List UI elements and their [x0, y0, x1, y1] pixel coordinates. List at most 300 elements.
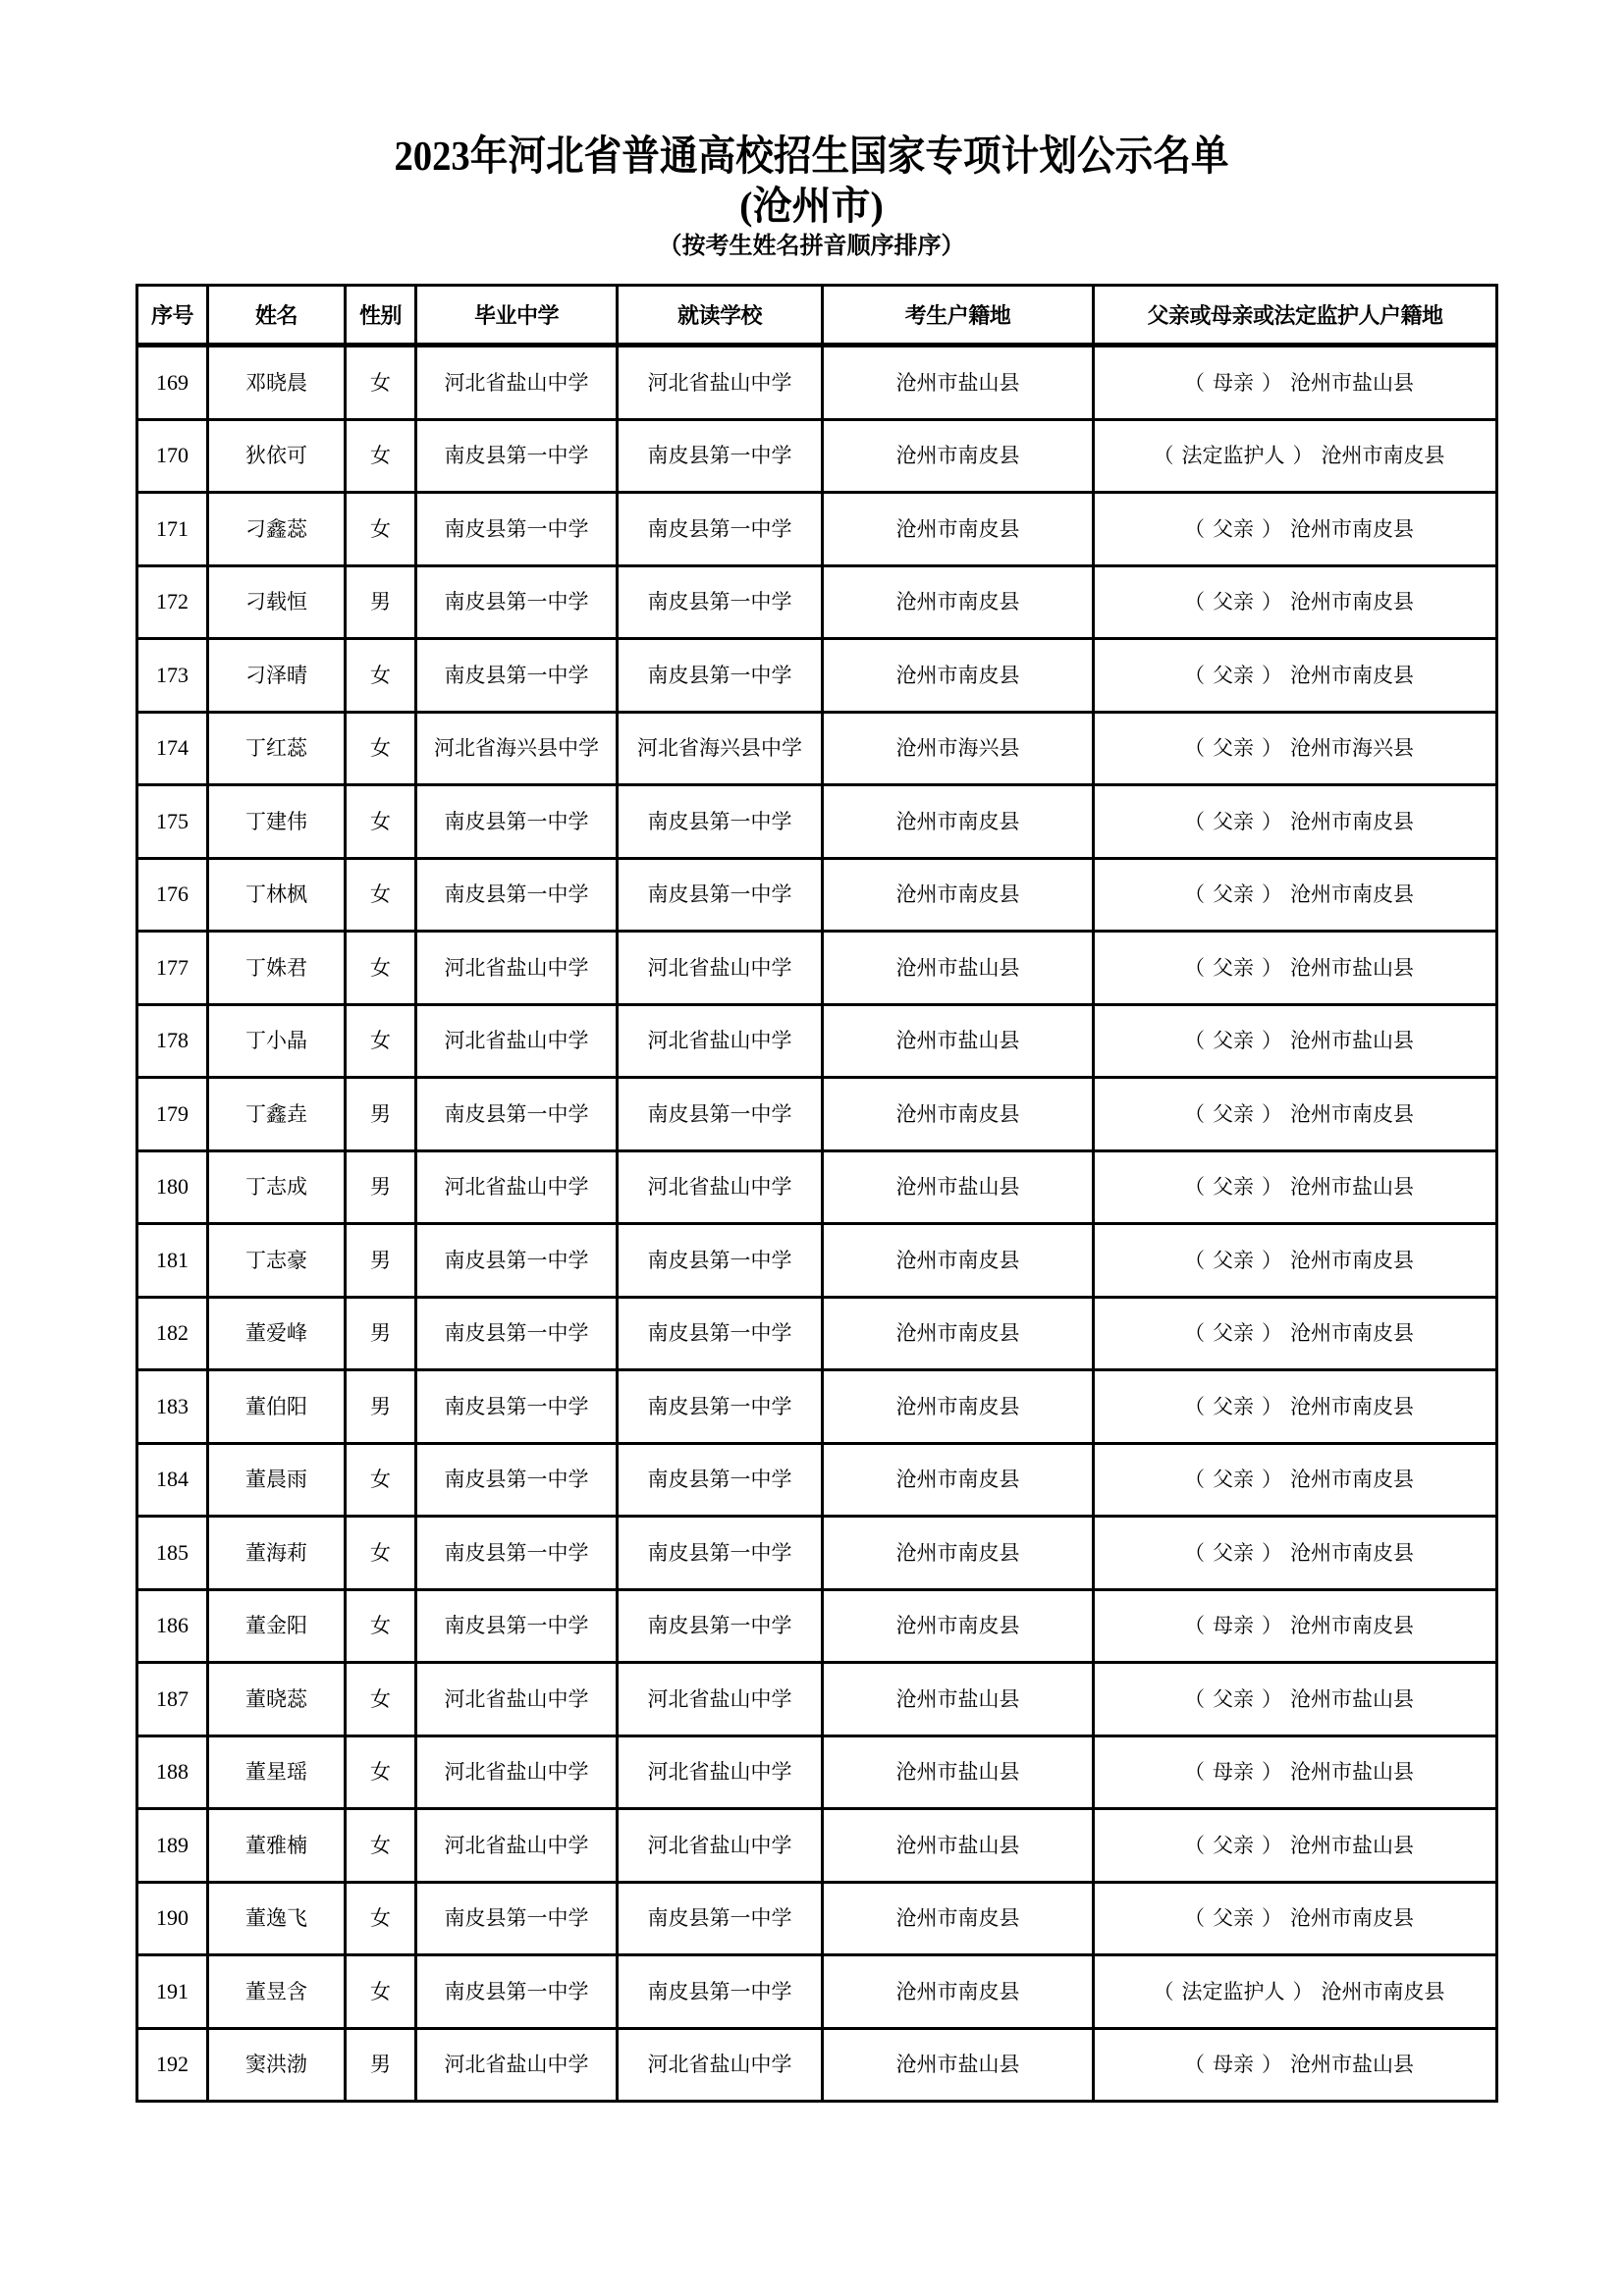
paren-close: ）: [1262, 1614, 1282, 1638]
cell-student-hukou: 沧州市南皮县: [823, 1443, 1094, 1517]
cell-guardian-hukou: [1094, 1955, 1497, 2029]
paren-close: ）: [1262, 1686, 1282, 1711]
cell-gender: 女: [346, 1589, 416, 1663]
table-row: [137, 639, 1497, 713]
cell-graduation-school-text: 河北省盐山中学: [444, 955, 589, 980]
cell-gender: 女: [346, 1735, 416, 1809]
guardian-relation: 父亲: [1213, 1321, 1254, 1346]
cell-graduation-school: [416, 1443, 618, 1517]
paren-close: ）: [1262, 1101, 1282, 1126]
cell-guardian-hukou: [1094, 785, 1497, 859]
cell-graduation-school-text: 南皮县第一中学: [444, 590, 589, 614]
cell-gender: 女: [346, 493, 416, 566]
cell-guardian-hukou: [1094, 565, 1497, 639]
cell-student-hukou: 沧州市盐山县: [823, 1809, 1094, 1883]
guardian-relation: 母亲: [1213, 1614, 1254, 1638]
document-subtitle: （按考生姓名拼音顺序排序）: [658, 232, 965, 259]
cell-graduation-school: [416, 1809, 618, 1883]
cell-no: 185: [137, 1517, 208, 1590]
guardian-relation: 父亲: [1213, 1833, 1254, 1857]
cell-gender: 女: [346, 785, 416, 859]
table-row: [137, 1297, 1497, 1370]
cell-current-school-text: 南皮县第一中学: [647, 809, 792, 833]
cell-gender: 男: [346, 1297, 416, 1370]
cell-graduation-school-text: 南皮县第一中学: [444, 444, 589, 468]
guardian-location: 沧州市南皮县: [1290, 1321, 1414, 1346]
cell-student-hukou: 沧州市盐山县: [823, 1150, 1094, 1224]
document-city: (沧州市): [739, 184, 884, 228]
header-name: 姓名: [208, 286, 346, 346]
cell-graduation-school: [416, 1663, 618, 1736]
guardian-relation: 父亲: [1213, 1468, 1254, 1492]
guardian-relation: 法定监护人: [1181, 444, 1285, 468]
cell-no: 172: [137, 565, 208, 639]
cell-no: 187: [137, 1663, 208, 1736]
guardian-relation: 父亲: [1213, 1540, 1254, 1565]
cell-student-hukou: 沧州市南皮县: [823, 1078, 1094, 1151]
cell-graduation-school: [416, 639, 618, 713]
paren-open: （: [1184, 1686, 1205, 1711]
cell-graduation-school-text: 南皮县第一中学: [444, 1614, 589, 1638]
cell-name: 刁泽晴: [208, 639, 346, 713]
cell-guardian-hukou: [1094, 2028, 1497, 2102]
cell-current-school: [618, 2028, 823, 2102]
cell-graduation-school-text: 河北省盐山中学: [444, 1833, 589, 1857]
cell-current-school-text: 南皮县第一中学: [647, 882, 792, 907]
paren-close: ）: [1262, 1029, 1282, 1053]
guardian-relation: 母亲: [1213, 1760, 1254, 1785]
cell-current-school-text: 南皮县第一中学: [647, 1468, 792, 1492]
cell-gender: 男: [346, 565, 416, 639]
paren-close: ）: [1262, 516, 1282, 541]
cell-student-hukou: 沧州市盐山县: [823, 346, 1094, 420]
guardian-relation: 母亲: [1213, 370, 1254, 395]
cell-current-school: [618, 1443, 823, 1517]
guardian-relation: 父亲: [1213, 1686, 1254, 1711]
cell-graduation-school-text: 南皮县第一中学: [444, 1468, 589, 1492]
header-graduation-school: 毕业中学: [416, 286, 618, 346]
cell-current-school-text: 河北省海兴县中学: [637, 736, 802, 761]
table-row: [137, 2028, 1497, 2102]
paren-close: ）: [1262, 882, 1282, 907]
table-row: [137, 1517, 1497, 1590]
cell-student-hukou: 沧州市南皮县: [823, 565, 1094, 639]
cell-name: 丁红蕊: [208, 712, 346, 785]
table-row: [137, 1443, 1497, 1517]
cell-guardian-hukou: [1094, 346, 1497, 420]
cell-gender: 女: [346, 1663, 416, 1736]
cell-guardian-hukou: [1094, 712, 1497, 785]
cell-current-school: [618, 1589, 823, 1663]
paren-open: （: [1184, 1101, 1205, 1126]
cell-guardian-hukou: [1094, 639, 1497, 713]
table-row: [137, 932, 1497, 1005]
cell-current-school-text: 南皮县第一中学: [647, 1540, 792, 1565]
cell-current-school: [618, 1735, 823, 1809]
cell-no: 184: [137, 1443, 208, 1517]
cell-current-school-text: 南皮县第一中学: [647, 1101, 792, 1126]
paren-open: （: [1184, 2053, 1205, 2077]
cell-gender: 男: [346, 1370, 416, 1444]
paren-close: ）: [1262, 736, 1282, 761]
cell-no: 170: [137, 419, 208, 493]
cell-no: 182: [137, 1297, 208, 1370]
cell-current-school: [618, 932, 823, 1005]
cell-graduation-school-text: 河北省盐山中学: [444, 1175, 589, 1200]
table-row: [137, 1955, 1497, 2029]
guardian-relation: 法定监护人: [1181, 1979, 1285, 2003]
cell-current-school: [618, 419, 823, 493]
cell-gender: 女: [346, 712, 416, 785]
paren-open: （: [1184, 809, 1205, 833]
header-current-school: 就读学校: [618, 286, 823, 346]
cell-gender: 女: [346, 1517, 416, 1590]
table-header-row: [137, 286, 1497, 346]
cell-name: 董爱峰: [208, 1297, 346, 1370]
cell-gender: 女: [346, 419, 416, 493]
cell-name: 丁林枫: [208, 858, 346, 932]
cell-student-hukou: 沧州市南皮县: [823, 858, 1094, 932]
cell-current-school: [618, 565, 823, 639]
table-row: [137, 565, 1497, 639]
cell-current-school: [618, 712, 823, 785]
cell-current-school: [618, 1297, 823, 1370]
cell-gender: 女: [346, 1004, 416, 1078]
paren-open: （: [1184, 1394, 1205, 1418]
paren-open: （: [1184, 1906, 1205, 1931]
cell-student-hukou: 沧州市南皮县: [823, 785, 1094, 859]
cell-student-hukou: 沧州市盐山县: [823, 2028, 1094, 2102]
cell-graduation-school: [416, 1955, 618, 2029]
guardian-location: 沧州市盐山县: [1290, 1760, 1414, 1785]
paren-close: ）: [1262, 1468, 1282, 1492]
cell-current-school: [618, 1882, 823, 1955]
cell-no: 174: [137, 712, 208, 785]
cell-graduation-school-text: 河北省盐山中学: [444, 370, 589, 395]
guardian-location: 沧州市南皮县: [1290, 1614, 1414, 1638]
cell-student-hukou: 沧州市南皮县: [823, 493, 1094, 566]
cell-name: 刁载恒: [208, 565, 346, 639]
cell-student-hukou: 沧州市盐山县: [823, 1004, 1094, 1078]
cell-current-school: [618, 1517, 823, 1590]
cell-graduation-school-text: 南皮县第一中学: [444, 1540, 589, 1565]
cell-current-school-text: 河北省盐山中学: [647, 370, 792, 395]
cell-no: 177: [137, 932, 208, 1005]
cell-graduation-school-text: 河北省盐山中学: [444, 1686, 589, 1711]
guardian-location: 沧州市南皮县: [1321, 1979, 1445, 2003]
cell-graduation-school-text: 河北省盐山中学: [444, 1760, 589, 1785]
cell-no: 181: [137, 1224, 208, 1298]
cell-current-school-text: 南皮县第一中学: [647, 1614, 792, 1638]
paren-open: （: [1184, 955, 1205, 980]
guardian-location: 沧州市盐山县: [1290, 1175, 1414, 1200]
paren-open: （: [1153, 1979, 1174, 2003]
cell-student-hukou: 沧州市海兴县: [823, 712, 1094, 785]
cell-current-school-text: 南皮县第一中学: [647, 590, 792, 614]
header-no: 序号: [137, 286, 208, 346]
cell-gender: 男: [346, 1224, 416, 1298]
cell-current-school: [618, 493, 823, 566]
guardian-location: 沧州市南皮县: [1290, 1248, 1414, 1272]
cell-gender: 女: [346, 1809, 416, 1883]
cell-graduation-school: [416, 419, 618, 493]
cell-graduation-school: [416, 565, 618, 639]
guardian-location: 沧州市盐山县: [1290, 955, 1414, 980]
guardian-location: 沧州市南皮县: [1290, 590, 1414, 614]
paren-close: ）: [1262, 1540, 1282, 1565]
paren-open: （: [1184, 1540, 1205, 1565]
cell-name: 丁小晶: [208, 1004, 346, 1078]
table-row: [137, 1735, 1497, 1809]
cell-graduation-school: [416, 2028, 618, 2102]
table-row: [137, 1370, 1497, 1444]
cell-current-school: [618, 346, 823, 420]
roster-table: [135, 284, 1498, 2103]
cell-name: 董晓蕊: [208, 1663, 346, 1736]
cell-name: 丁鑫垚: [208, 1078, 346, 1151]
cell-student-hukou: 沧州市南皮县: [823, 419, 1094, 493]
paren-open: （: [1184, 882, 1205, 907]
cell-graduation-school: [416, 1735, 618, 1809]
guardian-relation: 父亲: [1213, 1175, 1254, 1200]
cell-graduation-school: [416, 493, 618, 566]
cell-guardian-hukou: [1094, 1589, 1497, 1663]
cell-name: 丁建伟: [208, 785, 346, 859]
cell-gender: 男: [346, 2028, 416, 2102]
cell-no: 183: [137, 1370, 208, 1444]
cell-student-hukou: 沧州市盐山县: [823, 1663, 1094, 1736]
cell-student-hukou: 沧州市南皮县: [823, 1955, 1094, 2029]
guardian-relation: 父亲: [1213, 1906, 1254, 1931]
cell-current-school: [618, 785, 823, 859]
paren-open: （: [1184, 1321, 1205, 1346]
guardian-location: 沧州市海兴县: [1290, 736, 1414, 761]
cell-guardian-hukou: [1094, 932, 1497, 1005]
table-row: [137, 1078, 1497, 1151]
cell-student-hukou: 沧州市南皮县: [823, 639, 1094, 713]
paren-close: ）: [1262, 1760, 1282, 1785]
guardian-location: 沧州市盐山县: [1290, 2053, 1414, 2077]
cell-name: 丁志豪: [208, 1224, 346, 1298]
paren-open: （: [1184, 1833, 1205, 1857]
cell-name: 董雅楠: [208, 1809, 346, 1883]
paren-close: ）: [1262, 1833, 1282, 1857]
cell-guardian-hukou: [1094, 858, 1497, 932]
table-row: [137, 1224, 1497, 1298]
cell-current-school: [618, 1224, 823, 1298]
cell-graduation-school: [416, 932, 618, 1005]
cell-guardian-hukou: [1094, 1370, 1497, 1444]
paren-close: ）: [1292, 444, 1314, 468]
paren-close: ）: [1262, 1248, 1282, 1272]
cell-no: 176: [137, 858, 208, 932]
cell-no: 179: [137, 1078, 208, 1151]
guardian-location: 沧州市盐山县: [1290, 370, 1414, 395]
guardian-location: 沧州市南皮县: [1290, 809, 1414, 833]
guardian-location: 沧州市盐山县: [1290, 1686, 1414, 1711]
paren-open: （: [1184, 736, 1205, 761]
table-row: [137, 712, 1497, 785]
cell-current-school-text: 河北省盐山中学: [647, 1833, 792, 1857]
cell-graduation-school: [416, 1078, 618, 1151]
cell-name: 邓晓晨: [208, 346, 346, 420]
paren-open: （: [1184, 370, 1205, 395]
cell-no: 175: [137, 785, 208, 859]
cell-current-school: [618, 1809, 823, 1883]
cell-name: 窦洪渤: [208, 2028, 346, 2102]
cell-student-hukou: 沧州市南皮县: [823, 1224, 1094, 1298]
cell-gender: 女: [346, 858, 416, 932]
guardian-relation: 父亲: [1213, 955, 1254, 980]
cell-current-school-text: 南皮县第一中学: [647, 1394, 792, 1418]
header-student-hukou: 考生户籍地: [823, 286, 1094, 346]
paren-open: （: [1184, 516, 1205, 541]
guardian-location: 沧州市盐山县: [1290, 1029, 1414, 1053]
paren-close: ）: [1292, 1979, 1314, 2003]
table-row: [137, 1882, 1497, 1955]
cell-graduation-school-text: 河北省盐山中学: [444, 2053, 589, 2077]
cell-gender: 女: [346, 1955, 416, 2029]
guardian-location: 沧州市南皮县: [1290, 516, 1414, 541]
cell-gender: 女: [346, 1882, 416, 1955]
cell-name: 董伯阳: [208, 1370, 346, 1444]
cell-guardian-hukou: [1094, 1004, 1497, 1078]
document-title: 2023年河北省普通高校招生国家专项计划公示名单: [394, 134, 1229, 180]
cell-current-school-text: 南皮县第一中学: [647, 516, 792, 541]
cell-gender: 男: [346, 1150, 416, 1224]
paren-close: ）: [1262, 663, 1282, 687]
cell-current-school-text: 南皮县第一中学: [647, 1979, 792, 2003]
cell-graduation-school: [416, 1370, 618, 1444]
cell-graduation-school-text: 河北省盐山中学: [444, 1029, 589, 1053]
cell-no: 188: [137, 1735, 208, 1809]
cell-current-school: [618, 1955, 823, 2029]
cell-no: 169: [137, 346, 208, 420]
guardian-location: 沧州市盐山县: [1290, 1833, 1414, 1857]
cell-graduation-school-text: 南皮县第一中学: [444, 1248, 589, 1272]
cell-student-hukou: 沧州市南皮县: [823, 1517, 1094, 1590]
cell-no: 171: [137, 493, 208, 566]
cell-no: 189: [137, 1809, 208, 1883]
guardian-location: 沧州市南皮县: [1290, 1101, 1414, 1126]
cell-name: 丁姝君: [208, 932, 346, 1005]
cell-name: 董海莉: [208, 1517, 346, 1590]
cell-name: 刁鑫蕊: [208, 493, 346, 566]
cell-current-school-text: 河北省盐山中学: [647, 1029, 792, 1053]
cell-current-school: [618, 1078, 823, 1151]
cell-no: 173: [137, 639, 208, 713]
cell-current-school-text: 南皮县第一中学: [647, 1906, 792, 1931]
cell-graduation-school: [416, 785, 618, 859]
cell-no: 186: [137, 1589, 208, 1663]
cell-student-hukou: 沧州市南皮县: [823, 1297, 1094, 1370]
guardian-relation: 母亲: [1213, 2053, 1254, 2077]
cell-graduation-school-text: 南皮县第一中学: [444, 1101, 589, 1126]
cell-graduation-school: [416, 712, 618, 785]
cell-student-hukou: 沧州市南皮县: [823, 1882, 1094, 1955]
paren-close: ）: [1262, 1175, 1282, 1200]
paren-close: ）: [1262, 2053, 1282, 2077]
cell-gender: 女: [346, 346, 416, 420]
guardian-relation: 父亲: [1213, 1101, 1254, 1126]
table-row: [137, 785, 1497, 859]
cell-guardian-hukou: [1094, 1150, 1497, 1224]
guardian-relation: 父亲: [1213, 882, 1254, 907]
cell-guardian-hukou: [1094, 1443, 1497, 1517]
guardian-relation: 父亲: [1213, 590, 1254, 614]
cell-guardian-hukou: [1094, 493, 1497, 566]
cell-name: 董昱含: [208, 1955, 346, 2029]
guardian-location: 沧州市南皮县: [1290, 663, 1414, 687]
guardian-relation: 父亲: [1213, 809, 1254, 833]
cell-graduation-school: [416, 1004, 618, 1078]
guardian-location: 沧州市南皮县: [1290, 1906, 1414, 1931]
cell-current-school: [618, 858, 823, 932]
guardian-relation: 父亲: [1213, 663, 1254, 687]
cell-name: 董逸飞: [208, 1882, 346, 1955]
guardian-relation: 父亲: [1213, 736, 1254, 761]
table-row: [137, 1663, 1497, 1736]
paren-close: ）: [1262, 370, 1282, 395]
cell-graduation-school-text: 南皮县第一中学: [444, 809, 589, 833]
table-row: [137, 858, 1497, 932]
cell-current-school-text: 南皮县第一中学: [647, 1248, 792, 1272]
cell-name: 董晨雨: [208, 1443, 346, 1517]
cell-graduation-school-text: 南皮县第一中学: [444, 1321, 589, 1346]
paren-close: ）: [1262, 955, 1282, 980]
cell-current-school: [618, 639, 823, 713]
cell-gender: 女: [346, 1443, 416, 1517]
cell-current-school-text: 南皮县第一中学: [647, 1321, 792, 1346]
cell-graduation-school-text: 南皮县第一中学: [444, 663, 589, 687]
table-row: [137, 346, 1497, 420]
cell-current-school: [618, 1004, 823, 1078]
cell-no: 192: [137, 2028, 208, 2102]
guardian-location: 沧州市南皮县: [1290, 1468, 1414, 1492]
guardian-location: 沧州市南皮县: [1321, 444, 1445, 468]
cell-current-school-text: 河北省盐山中学: [647, 1760, 792, 1785]
cell-name: 董金阳: [208, 1589, 346, 1663]
cell-current-school: [618, 1370, 823, 1444]
cell-current-school-text: 南皮县第一中学: [647, 663, 792, 687]
cell-guardian-hukou: [1094, 1297, 1497, 1370]
table-row: [137, 493, 1497, 566]
table-row: [137, 1589, 1497, 1663]
cell-guardian-hukou: [1094, 1809, 1497, 1883]
cell-current-school-text: 南皮县第一中学: [647, 444, 792, 468]
cell-no: 191: [137, 1955, 208, 2029]
paren-open: （: [1184, 1175, 1205, 1200]
table-row: [137, 1150, 1497, 1224]
cell-graduation-school-text: 南皮县第一中学: [444, 516, 589, 541]
cell-current-school-text: 河北省盐山中学: [647, 1175, 792, 1200]
cell-name: 丁志成: [208, 1150, 346, 1224]
cell-graduation-school: [416, 1297, 618, 1370]
document-header: [0, 133, 1623, 260]
cell-student-hukou: 沧州市南皮县: [823, 1370, 1094, 1444]
cell-guardian-hukou: [1094, 1517, 1497, 1590]
table-row: [137, 1004, 1497, 1078]
paren-open: （: [1184, 1760, 1205, 1785]
cell-graduation-school: [416, 1224, 618, 1298]
paren-open: （: [1184, 663, 1205, 687]
paren-open: （: [1184, 1614, 1205, 1638]
cell-graduation-school: [416, 1882, 618, 1955]
cell-guardian-hukou: [1094, 1663, 1497, 1736]
cell-guardian-hukou: [1094, 1224, 1497, 1298]
paren-open: （: [1184, 1029, 1205, 1053]
cell-graduation-school: [416, 1517, 618, 1590]
